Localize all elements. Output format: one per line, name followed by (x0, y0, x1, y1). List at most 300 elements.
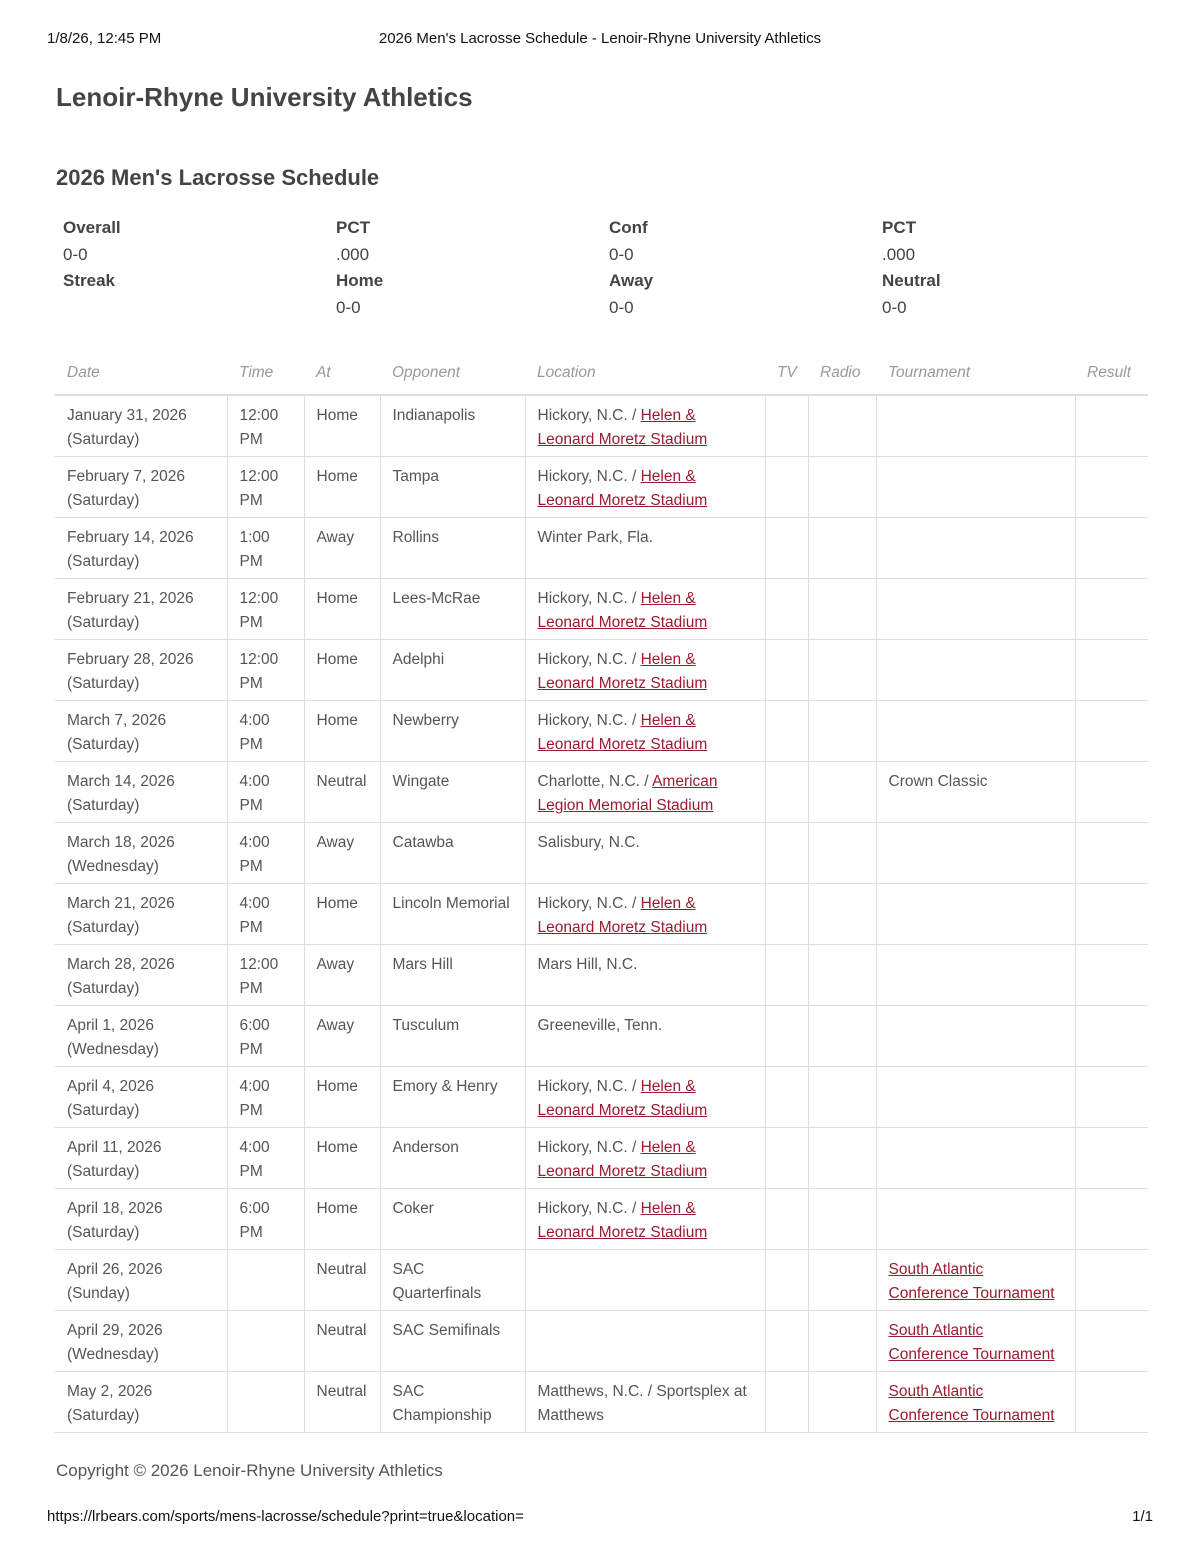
venue-link[interactable]: Leonard Moretz Stadium (537, 1223, 708, 1241)
cell-tv (765, 701, 808, 762)
neutral-label: Neutral (882, 271, 941, 290)
cell-result (1075, 1067, 1148, 1128)
cell-time (227, 1067, 304, 1128)
game-day: (Saturday) (67, 430, 140, 448)
cell-at: Away (304, 1006, 380, 1067)
game-time: 12:00 (239, 468, 279, 485)
game-ampm: PM (239, 857, 263, 875)
game-time: 12:00 (239, 590, 279, 607)
cell-radio (808, 1189, 876, 1250)
location-city: Hickory, N.C. / (537, 1139, 641, 1156)
venue-link[interactable]: Leonard Moretz Stadium (537, 491, 708, 509)
cell-time (227, 945, 304, 1006)
game-time: 4:00 (239, 1078, 270, 1095)
cell-tournament (876, 1006, 1075, 1067)
location-city: Matthews, N.C. / Sportsplex at Matthews (537, 1383, 747, 1424)
overall-label: Overall (63, 218, 121, 237)
game-time: 6:00 (239, 1200, 270, 1217)
cell-location (525, 762, 765, 823)
cell-tournament (876, 823, 1075, 884)
cell-location (525, 395, 765, 457)
cell-opponent: Lees-McRae (380, 579, 525, 640)
game-day: (Saturday) (67, 735, 140, 753)
cell-tv (765, 884, 808, 945)
cell-result (1075, 884, 1148, 945)
print-url: https://lrbears.com/sports/mens-lacrosse/schedule?print=true&location= (47, 1508, 524, 1525)
cell-tv (765, 457, 808, 518)
game-day: (Saturday) (67, 1162, 140, 1180)
location-city: Salisbury, N.C. (537, 834, 640, 851)
cell-radio (808, 1006, 876, 1067)
table-row (55, 395, 1148, 457)
cell-time (227, 1311, 304, 1372)
location-city: Charlotte, N.C. / (537, 773, 653, 790)
cell-time (227, 579, 304, 640)
cell-location (525, 1372, 765, 1433)
cell-location (525, 1128, 765, 1189)
game-date: February 21, 2026 (67, 590, 194, 607)
conf-value: 0-0 (609, 244, 634, 264)
venue-link[interactable]: Leonard Moretz Stadium (537, 674, 708, 692)
cell-tv (765, 762, 808, 823)
cell-opponent: Lincoln Memorial (380, 884, 525, 945)
conf-pct-value: .000 (882, 244, 916, 264)
game-date: March 28, 2026 (67, 956, 175, 973)
cell-date (55, 823, 227, 884)
cell-at: Home (304, 579, 380, 640)
game-date: April 1, 2026 (67, 1017, 155, 1034)
table-row (55, 579, 1148, 640)
cell-time (227, 1189, 304, 1250)
cell-at: Home (304, 884, 380, 945)
tournament-link[interactable]: South Atlantic (888, 1261, 984, 1278)
cell-opponent: Wingate (380, 762, 525, 823)
game-date: February 7, 2026 (67, 468, 186, 485)
cell-tournament (876, 884, 1075, 945)
game-ampm: PM (239, 1223, 263, 1241)
col-result: Result (1087, 364, 1131, 381)
venue-link[interactable]: Helen & (640, 1078, 696, 1095)
venue-link[interactable]: Leonard Moretz Stadium (537, 1162, 708, 1180)
tournament-link[interactable]: Conference Tournament (888, 1406, 1055, 1424)
game-date: January 31, 2026 (67, 407, 187, 424)
cell-result (1075, 823, 1148, 884)
cell-opponent: SAC Semifinals (380, 1311, 525, 1372)
cell-tournament (876, 395, 1075, 457)
cell-location (525, 1250, 765, 1311)
away-label: Away (609, 271, 654, 290)
location-city: Hickory, N.C. / (537, 651, 641, 668)
cell-radio (808, 457, 876, 518)
away-value: 0-0 (609, 297, 634, 317)
tournament-link[interactable]: South Atlantic (888, 1383, 984, 1400)
cell-location (525, 457, 765, 518)
cell-result (1075, 579, 1148, 640)
table-row (55, 1372, 1148, 1433)
venue-link[interactable]: Helen & (640, 895, 696, 912)
game-day: (Wednesday) (67, 1345, 159, 1363)
game-time: 4:00 (239, 712, 270, 729)
cell-location (525, 1006, 765, 1067)
location-city: Mars Hill, N.C. (537, 956, 638, 973)
cell-tournament (876, 1311, 1075, 1372)
game-date: April 26, 2026 (67, 1261, 163, 1278)
cell-tv (765, 1006, 808, 1067)
streak-value (63, 298, 336, 325)
game-date: March 14, 2026 (67, 773, 175, 790)
cell-time (227, 884, 304, 945)
table-row (55, 518, 1148, 579)
cell-tv (765, 945, 808, 1006)
tournament-link[interactable]: South Atlantic (888, 1322, 984, 1339)
cell-opponent: Adelphi (380, 640, 525, 701)
game-time: 4:00 (239, 834, 270, 851)
venue-link[interactable]: Helen & (640, 651, 696, 668)
tournament-link[interactable]: Conference Tournament (888, 1345, 1055, 1363)
game-date: February 28, 2026 (67, 651, 194, 668)
home-label: Home (336, 271, 384, 290)
cell-result (1075, 1311, 1148, 1372)
cell-radio (808, 884, 876, 945)
cell-radio (808, 823, 876, 884)
venue-link[interactable]: Leonard Moretz Stadium (537, 1101, 708, 1119)
record-summary (63, 218, 1153, 324)
cell-date (55, 457, 227, 518)
location-city: Hickory, N.C. / (537, 590, 641, 607)
game-time: 12:00 (239, 956, 279, 973)
table-row (55, 823, 1148, 884)
cell-time (227, 823, 304, 884)
cell-date (55, 518, 227, 579)
cell-radio (808, 945, 876, 1006)
cell-date (55, 762, 227, 823)
cell-tv (765, 823, 808, 884)
cell-radio (808, 1372, 876, 1433)
cell-date (55, 1128, 227, 1189)
table-row (55, 1128, 1148, 1189)
cell-tv (765, 1067, 808, 1128)
cell-tv (765, 1311, 808, 1372)
cell-at: Away (304, 823, 380, 884)
game-time: 12:00 (239, 407, 279, 424)
cell-location (525, 640, 765, 701)
cell-tournament (876, 1189, 1075, 1250)
venue-link[interactable]: Helen & (640, 407, 696, 424)
game-day: (Saturday) (67, 552, 140, 570)
cell-tv (765, 640, 808, 701)
cell-at: Neutral (304, 1250, 380, 1311)
venue-link[interactable]: Leonard Moretz Stadium (537, 735, 708, 753)
venue-link[interactable]: Helen & (640, 468, 696, 485)
cell-date (55, 1006, 227, 1067)
tournament-link[interactable]: Conference Tournament (888, 1284, 1055, 1302)
game-day: (Wednesday) (67, 1040, 159, 1058)
schedule-table (55, 364, 1148, 1433)
cell-tournament (876, 1372, 1075, 1433)
cell-radio (808, 640, 876, 701)
game-ampm: PM (239, 796, 263, 814)
table-row (55, 1189, 1148, 1250)
cell-opponent: Emory & Henry (380, 1067, 525, 1128)
cell-result (1075, 1006, 1148, 1067)
game-ampm: PM (239, 1101, 263, 1119)
cell-at: Neutral (304, 1311, 380, 1372)
cell-tournament (876, 1128, 1075, 1189)
cell-time (227, 640, 304, 701)
cell-result (1075, 457, 1148, 518)
cell-tournament (876, 579, 1075, 640)
col-time: Time (239, 364, 274, 381)
game-day: (Saturday) (67, 1223, 140, 1241)
cell-location (525, 1189, 765, 1250)
cell-result (1075, 1128, 1148, 1189)
tournament-name: Crown Classic (888, 773, 988, 790)
game-date: April 11, 2026 (67, 1139, 162, 1156)
venue-link[interactable]: Helen & (640, 712, 696, 729)
overall-value: 0-0 (63, 244, 88, 264)
game-day: (Saturday) (67, 1406, 140, 1424)
cell-time (227, 701, 304, 762)
cell-at: Home (304, 457, 380, 518)
cell-date (55, 1372, 227, 1433)
cell-location (525, 884, 765, 945)
cell-location (525, 518, 765, 579)
cell-opponent: Catawba (380, 823, 525, 884)
cell-opponent: SAC Quarterfinals (380, 1250, 525, 1311)
cell-tv (765, 1250, 808, 1311)
cell-opponent: Anderson (380, 1128, 525, 1189)
cell-result (1075, 701, 1148, 762)
cell-tournament (876, 945, 1075, 1006)
cell-date (55, 1311, 227, 1372)
game-date: February 14, 2026 (67, 529, 194, 546)
cell-at: Away (304, 945, 380, 1006)
print-doc-title: 2026 Men's Lacrosse Schedule - Lenoir-Rhyne University Athletics (378, 30, 822, 47)
cell-time (227, 1372, 304, 1433)
cell-time (227, 395, 304, 457)
location-city: Hickory, N.C. / (537, 712, 641, 729)
venue-link[interactable]: Leonard Moretz Stadium (537, 430, 708, 448)
cell-tv (765, 1189, 808, 1250)
cell-result (1075, 1372, 1148, 1433)
cell-opponent: Coker (380, 1189, 525, 1250)
game-day: (Sunday) (67, 1284, 130, 1302)
cell-opponent: Rollins (380, 518, 525, 579)
game-day: (Saturday) (67, 796, 140, 814)
cell-result (1075, 762, 1148, 823)
game-day: (Saturday) (67, 979, 140, 997)
cell-date (55, 884, 227, 945)
game-ampm: PM (239, 552, 263, 570)
game-ampm: PM (239, 1040, 263, 1058)
cell-radio (808, 701, 876, 762)
cell-opponent: Newberry (380, 701, 525, 762)
cell-time (227, 762, 304, 823)
cell-radio (808, 762, 876, 823)
home-value: 0-0 (336, 297, 361, 317)
cell-tv (765, 1372, 808, 1433)
neutral-value: 0-0 (882, 297, 907, 317)
cell-at: Home (304, 395, 380, 457)
cell-tournament (876, 1067, 1075, 1128)
cell-radio (808, 579, 876, 640)
cell-location (525, 945, 765, 1006)
game-time: 4:00 (239, 1139, 270, 1156)
venue-link[interactable]: Helen & (640, 1200, 696, 1217)
game-time: 6:00 (239, 1017, 270, 1034)
table-row (55, 1311, 1148, 1372)
venue-link[interactable]: Helen & (640, 590, 696, 607)
cell-date (55, 395, 227, 457)
table-row (55, 640, 1148, 701)
table-row (55, 1250, 1148, 1311)
venue-link[interactable]: Leonard Moretz Stadium (537, 613, 708, 631)
cell-result (1075, 1250, 1148, 1311)
table-row (55, 701, 1148, 762)
cell-location (525, 823, 765, 884)
cell-date (55, 701, 227, 762)
location-city: Hickory, N.C. / (537, 1078, 641, 1095)
cell-result (1075, 395, 1148, 457)
cell-tournament (876, 518, 1075, 579)
cell-radio (808, 1250, 876, 1311)
game-date: April 29, 2026 (67, 1322, 163, 1339)
cell-opponent: Tusculum (380, 1006, 525, 1067)
cell-result (1075, 1189, 1148, 1250)
cell-at: Home (304, 640, 380, 701)
game-day: (Wednesday) (67, 857, 159, 875)
cell-at: Home (304, 1128, 380, 1189)
page-number: 1/1 (1132, 1508, 1153, 1525)
print-timestamp: 1/8/26, 12:45 PM (47, 30, 162, 47)
col-date: Date (67, 364, 100, 381)
table-header-row (55, 364, 1148, 395)
cell-time (227, 1006, 304, 1067)
cell-time (227, 1250, 304, 1311)
location-city: Hickory, N.C. / (537, 1200, 641, 1217)
venue-link[interactable]: American (652, 773, 718, 790)
game-date: May 2, 2026 (67, 1383, 153, 1400)
copyright: Copyright © 2026 Lenoir-Rhyne University Athletics (56, 1461, 443, 1480)
game-date: March 7, 2026 (67, 712, 167, 729)
cell-location (525, 579, 765, 640)
cell-time (227, 518, 304, 579)
game-day: (Saturday) (67, 1101, 140, 1119)
game-ampm: PM (239, 918, 263, 936)
cell-result (1075, 945, 1148, 1006)
venue-link[interactable]: Legion Memorial Stadium (537, 796, 714, 814)
cell-tournament (876, 701, 1075, 762)
game-ampm: PM (239, 613, 263, 631)
pct-label: PCT (336, 218, 370, 237)
cell-date (55, 1189, 227, 1250)
cell-at: Away (304, 518, 380, 579)
game-ampm: PM (239, 735, 263, 753)
cell-location (525, 1067, 765, 1128)
page-title: 2026 Men's Lacrosse Schedule (56, 165, 380, 190)
cell-time (227, 457, 304, 518)
conf-pct-label: PCT (882, 218, 916, 237)
game-ampm: PM (239, 491, 263, 509)
cell-tv (765, 518, 808, 579)
col-opponent: Opponent (392, 364, 461, 381)
game-date: March 18, 2026 (67, 834, 175, 851)
game-date: April 4, 2026 (67, 1078, 155, 1095)
location-city: Greeneville, Tenn. (537, 1017, 663, 1034)
cell-radio (808, 1128, 876, 1189)
col-location: Location (537, 364, 596, 381)
col-tv: TV (777, 364, 797, 381)
game-time: 4:00 (239, 773, 270, 790)
game-ampm: PM (239, 979, 263, 997)
game-date: April 18, 2026 (67, 1200, 163, 1217)
cell-radio (808, 1311, 876, 1372)
cell-location (525, 701, 765, 762)
conf-label: Conf (609, 218, 648, 237)
table-row (55, 1006, 1148, 1067)
cell-radio (808, 1067, 876, 1128)
site-title: Lenoir-Rhyne University Athletics (56, 82, 473, 112)
table-row (55, 1067, 1148, 1128)
cell-tv (765, 395, 808, 457)
cell-date (55, 1067, 227, 1128)
location-city: Hickory, N.C. / (537, 468, 641, 485)
table-row (55, 945, 1148, 1006)
game-day: (Saturday) (67, 613, 140, 631)
table-row (55, 457, 1148, 518)
cell-location (525, 1311, 765, 1372)
cell-result (1075, 518, 1148, 579)
cell-at: Neutral (304, 762, 380, 823)
table-row (55, 762, 1148, 823)
cell-opponent: Indianapolis (380, 395, 525, 457)
table-row (55, 884, 1148, 945)
game-time: 12:00 (239, 651, 279, 668)
cell-tournament (876, 457, 1075, 518)
game-ampm: PM (239, 1162, 263, 1180)
venue-link[interactable]: Helen & (640, 1139, 696, 1156)
col-tournament: Tournament (888, 364, 971, 381)
location-city: Hickory, N.C. / (537, 895, 641, 912)
location-city: Winter Park, Fla. (537, 529, 653, 546)
cell-date (55, 640, 227, 701)
cell-at: Neutral (304, 1372, 380, 1433)
print-footer (47, 1508, 1153, 1525)
cell-opponent: Tampa (380, 457, 525, 518)
cell-tv (765, 1128, 808, 1189)
cell-opponent: SAC Championship (380, 1372, 525, 1433)
cell-tournament (876, 640, 1075, 701)
pct-value: .000 (336, 244, 370, 264)
cell-opponent: Mars Hill (380, 945, 525, 1006)
game-ampm: PM (239, 430, 263, 448)
cell-at: Home (304, 701, 380, 762)
game-ampm: PM (239, 674, 263, 692)
cell-tv (765, 579, 808, 640)
col-radio: Radio (820, 364, 861, 381)
venue-link[interactable]: Leonard Moretz Stadium (537, 918, 708, 936)
cell-result (1075, 640, 1148, 701)
cell-date (55, 945, 227, 1006)
game-day: (Saturday) (67, 918, 140, 936)
streak-label: Streak (63, 271, 115, 290)
cell-date (55, 1250, 227, 1311)
cell-radio (808, 518, 876, 579)
game-time: 1:00 (239, 529, 270, 546)
game-time: 4:00 (239, 895, 270, 912)
game-date: March 21, 2026 (67, 895, 175, 912)
cell-radio (808, 395, 876, 457)
